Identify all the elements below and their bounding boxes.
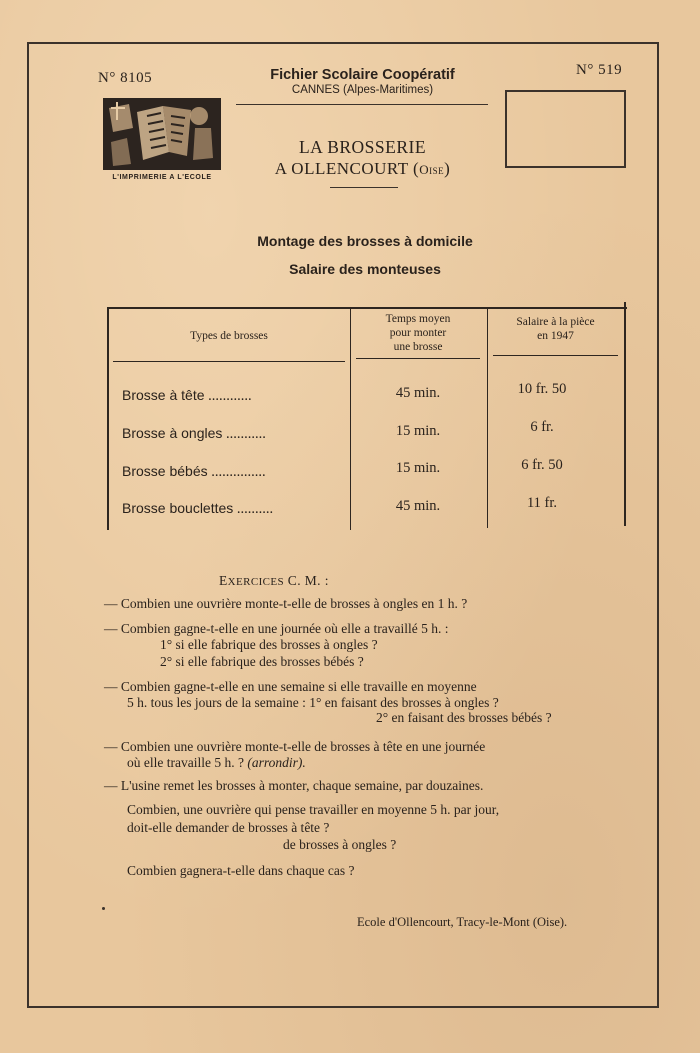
exercise-line: — Combien une ouvrière monte-t-elle de brosses à tête en une journée <box>104 739 486 754</box>
table-left-border <box>107 309 109 530</box>
printing-press-logo <box>103 98 221 170</box>
header-divider <box>236 104 488 105</box>
brush-type-label: Brosse bouclettes <box>122 500 234 516</box>
title-location-text: A OLLENCOURT ( <box>274 159 420 178</box>
table-row-type <box>122 500 347 518</box>
column-header-type: Types de brosses <box>190 330 268 342</box>
title-divider <box>330 187 398 188</box>
exercises-heading-level: C. M. : <box>284 573 329 588</box>
table-header-rule <box>493 355 618 356</box>
main-title-location <box>230 159 495 179</box>
exercises-heading-rest: XERCICES <box>227 576 285 588</box>
exercise-line: 5 h. tous les jours de la semaine : 1° en faisant des brosses à ongles ? <box>127 695 499 710</box>
table-row-type <box>122 463 347 481</box>
logo-caption: L'IMPRIMERIE A L'ECOLE <box>112 174 212 181</box>
main-title: LA BROSSERIE <box>298 137 427 157</box>
header-salary-line: Salaire à la pièce <box>516 316 595 328</box>
subtitle-assembly: Montage des brosses à domicile <box>257 233 473 249</box>
table-row-time: 15 min. <box>395 423 441 439</box>
exercise-line: doit-elle demander de brosses à tête ? <box>127 820 330 835</box>
brush-type-label: Brosse bébés <box>122 463 208 479</box>
table-top-border <box>107 307 627 309</box>
press-illustration-icon <box>103 98 221 170</box>
exercise-line: — Combien gagne-t-elle en une semaine si elle travaille en moyenne <box>104 679 477 694</box>
exercise-line: 1° si elle fabrique des brosses à ongles ? <box>160 637 378 652</box>
subtitle-salary: Salaire des monteuses <box>289 261 441 277</box>
exercise-line: — Combien gagne-t-elle en une journée où elle a travaillé 5 h. : <box>104 621 449 636</box>
header-time-line: une brosse <box>393 341 443 353</box>
header-salary-line: en 1947 <box>537 330 574 342</box>
stamp-box <box>505 90 626 168</box>
table-header-rule <box>356 358 480 359</box>
table-row-salary: 10 fr. 50 <box>517 381 567 397</box>
exercise-line: — Combien une ouvrière monte-t-elle de brosses à ongles en 1 h. ? <box>104 596 468 611</box>
exercise-line: 2° en faisant des brosses bébés ? <box>376 710 552 725</box>
brush-type-label: Brosse à ongles <box>122 425 223 441</box>
publisher-name: Fichier Scolaire Coopératif <box>270 67 455 83</box>
exercise-line: 2° si elle fabrique des brosses bébés ? <box>160 654 364 669</box>
exercises-heading <box>219 573 329 589</box>
ink-speck <box>102 907 105 910</box>
exercise-line-italic: (arrondir). <box>247 755 306 770</box>
brush-type-label: Brosse à tête <box>122 387 205 403</box>
header-time-line: pour monter <box>389 327 447 339</box>
publisher-city: CANNES (Alpes-Maritimes) <box>291 84 434 96</box>
table-row-salary: 11 fr. <box>526 495 558 511</box>
column-header-salary <box>493 315 618 343</box>
dot-leader: ............ <box>204 388 252 404</box>
sheet-number-left: N° 8105 <box>98 70 153 86</box>
table-header-rule <box>113 361 345 362</box>
column-header-time <box>356 312 480 354</box>
table-row-time: 45 min. <box>395 385 441 401</box>
exercise-line: Combien, une ouvrière qui pense travailler en moyenne 5 h. par jour, <box>127 802 500 817</box>
title-close-paren: ) <box>444 159 451 178</box>
table-row-type <box>122 425 347 443</box>
exercise-line-text: où elle travaille 5 h. ? <box>127 755 248 770</box>
dot-leader: .......... <box>233 501 274 517</box>
exercise-line: Combien gagnera-t-elle dans chaque cas ? <box>127 863 355 878</box>
table-row-type <box>122 387 347 405</box>
table-right-border <box>624 302 626 526</box>
dot-leader: ............... <box>207 464 266 480</box>
exercise-line: — L'usine remet les brosses à monter, chaque semaine, par douzaines. <box>104 778 484 793</box>
school-signature: Ecole d'Ollencourt, Tracy-le-Mont (Oise). <box>357 915 568 929</box>
table-row-time: 15 min. <box>395 460 441 476</box>
exercise-line <box>127 755 306 771</box>
title-department: Oise <box>419 162 445 177</box>
table-row-salary: 6 fr. <box>530 419 554 435</box>
table-row-salary: 6 fr. 50 <box>521 457 563 473</box>
exercises-heading-initial: E <box>219 573 228 588</box>
header-time-line: Temps moyen <box>385 313 451 325</box>
table-column-divider <box>350 309 351 530</box>
sheet-number-right: N° 519 <box>576 62 623 78</box>
table-column-divider <box>487 307 488 528</box>
table-row-time: 45 min. <box>395 498 441 514</box>
exercise-line: de brosses à ongles ? <box>283 837 397 852</box>
dot-leader: ........... <box>222 426 266 442</box>
